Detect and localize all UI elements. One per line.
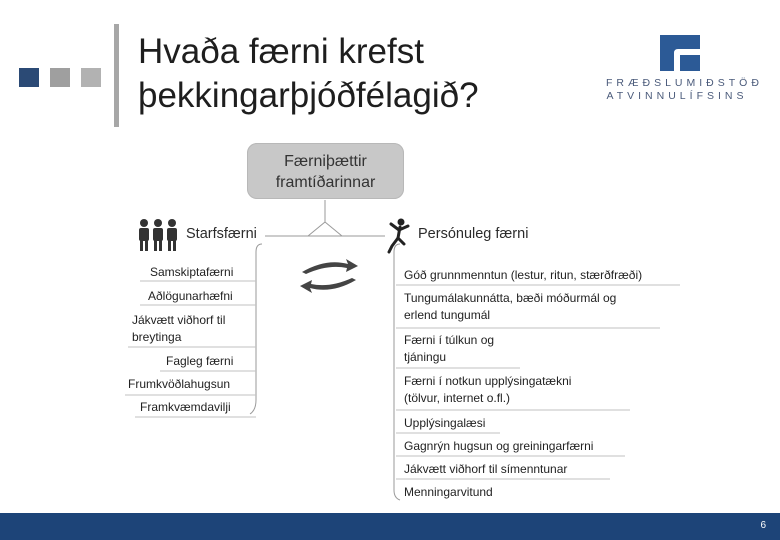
center-topic-box: [247, 143, 404, 199]
center-topic-label: Færniþættir framtíðarinnar: [275, 153, 376, 191]
right-item-3: Færni í túlkun og tjáningu: [404, 333, 495, 364]
right-item-5: Upplýsingalæsi: [404, 416, 486, 430]
left-item-6: Framkvæmdavilji: [140, 400, 231, 414]
jumping-person-icon: [386, 216, 414, 254]
left-item-1: Samskiptafærni: [150, 265, 234, 279]
people-group-icon: [136, 218, 182, 252]
left-item-5: Frumkvöðlahugsun: [128, 377, 231, 391]
exchange-arrows-icon: [296, 256, 362, 296]
right-item-1: Góð grunnmenntun (lestur, ritun, stærðfræði): [404, 268, 643, 282]
left-branch-title: Starfsfærni: [186, 226, 257, 242]
logo-text-line2: ATVINNULÍFSINS: [606, 90, 748, 102]
left-item-3: Jákvætt viðhorf til breytinga: [132, 313, 226, 344]
logo-text-line1: FRÆÐSLUMIÐSTÖÐ: [606, 77, 763, 89]
right-item-7: Jákvætt viðhorf til símenntunar: [404, 462, 568, 476]
page-number: 6: [760, 520, 766, 531]
right-item-6: Gagnrýn hugsun og greiningarfærni: [404, 439, 594, 453]
right-item-8: Menningarvitund: [404, 485, 493, 499]
slide-title: Hvaða færni krefst þekkingarþjóðfélagið?: [138, 32, 479, 115]
footer-bar: [0, 513, 780, 540]
right-branch-title: Persónuleg færni: [418, 226, 529, 242]
left-item-4: Fagleg færni: [166, 354, 234, 368]
right-item-4: Færni í notkun upplýsingatækni (tölvur, internet o.fl.): [404, 374, 572, 405]
right-item-2: Tungumálakunnátta, bæði móðurmál og erlend tungumál: [404, 291, 617, 322]
left-item-2: Aðlögunarhæfni: [148, 289, 233, 303]
